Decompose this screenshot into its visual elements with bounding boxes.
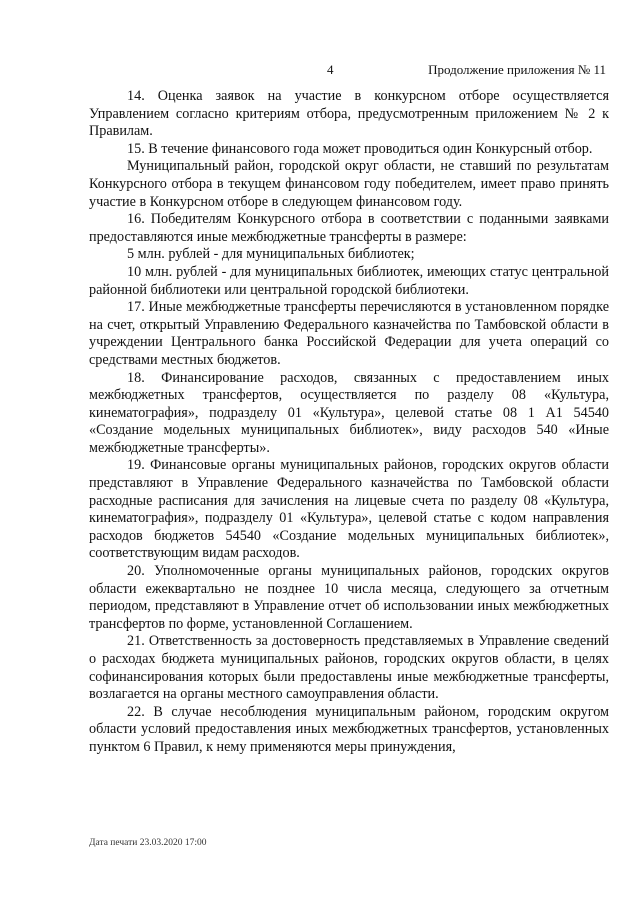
paragraph-19: 19. Финансовые органы муниципальных районов, городских округов области представляют в Управление Федерального казначейства по Тамбовской области расходные расписания для зачисления на лицевые счета по разделу 08 «Культура, кинематография», подразделу 01 «Культура», целевой статье с кодом направления расходов бюджетов 54540 «Создание модельных муниципальных библиотек», соответствующим видам расходов.	[89, 457, 609, 562]
paragraph-16: 16. Победителям Конкурсного отбора в соответствии с поданными заявками предоставляются иные межбюджетные трансферты в размере:	[89, 211, 609, 245]
print-date: Дата печати 23.03.2020 17:00	[89, 838, 207, 848]
paragraph-20: 20. Уполномоченные органы муниципальных районов, городских округов области ежеквартально не позднее 10 числа месяца, следующего за отчетным периодом, представляют в Управление отчет об использовании иных межбюджетных трансфертов по форме, установленной Соглашением.	[89, 563, 609, 632]
paragraph-18: 18. Финансирование расходов, связанных с предоставлением иных межбюджетных трансфертов, осуществляется по разделу 08 «Культура, кинематография», подразделу 01 «Культура», целевой статье 08 1 А1 54540 «Создание модельных муниципальных библиотек», виду расходов 540 «Иные межбюджетные трансферты».	[89, 369, 609, 456]
paragraph-14: 14. Оценка заявок на участие в конкурсном отборе осуществляется Управлением согласно критериям отбора, предусмотренным приложением № 2 к Правилам.	[89, 88, 609, 140]
paragraph-16-item-1: 5 млн. рублей - для муниципальных библиотек;	[127, 246, 415, 263]
paragraph-16-item-2: 10 млн. рублей - для муниципальных библиотек, имеющих статус центральной районной библиотеки или центральной городской библиотеки.	[89, 263, 609, 298]
paragraph-22: 22. В случае несоблюдения муниципальным районом, городским округом области условий предоставления иных межбюджетных трансфертов, установленных пунктом 6 Правил, к нему применяются меры принуждения,	[89, 703, 609, 755]
paragraph-15-continuation: Муниципальный район, городской округ области, не ставший по результатам Конкурсного отбора в текущем финансовом году победителем, имеет право принять участие в Конкурсном отборе в следующем финансовом году.	[89, 158, 609, 210]
page-number: 4	[327, 62, 334, 77]
paragraph-17: 17. Иные межбюджетные трансферты перечисляются в установленном порядке на счет, открытый Управлению Федерального казначейства по Тамбовской области в учреждении Центрального банка Российской Федерации для учета операций со средствами местных бюджетов.	[89, 299, 609, 368]
paragraph-15: 15. В течение финансового года может проводиться один Конкурсный отбор.	[127, 140, 593, 157]
appendix-continuation-note: Продолжение приложения № 11	[428, 62, 606, 77]
paragraph-21: 21. Ответственность за достоверность представляемых в Управление сведений о расходах бюджета муниципальных районов, городских округов области, в целях софинансирования которых были предоставлены иные межбюджетные трансферты, возлагается на органы местного самоуправления области.	[89, 633, 609, 703]
document-body	[89, 88, 609, 757]
